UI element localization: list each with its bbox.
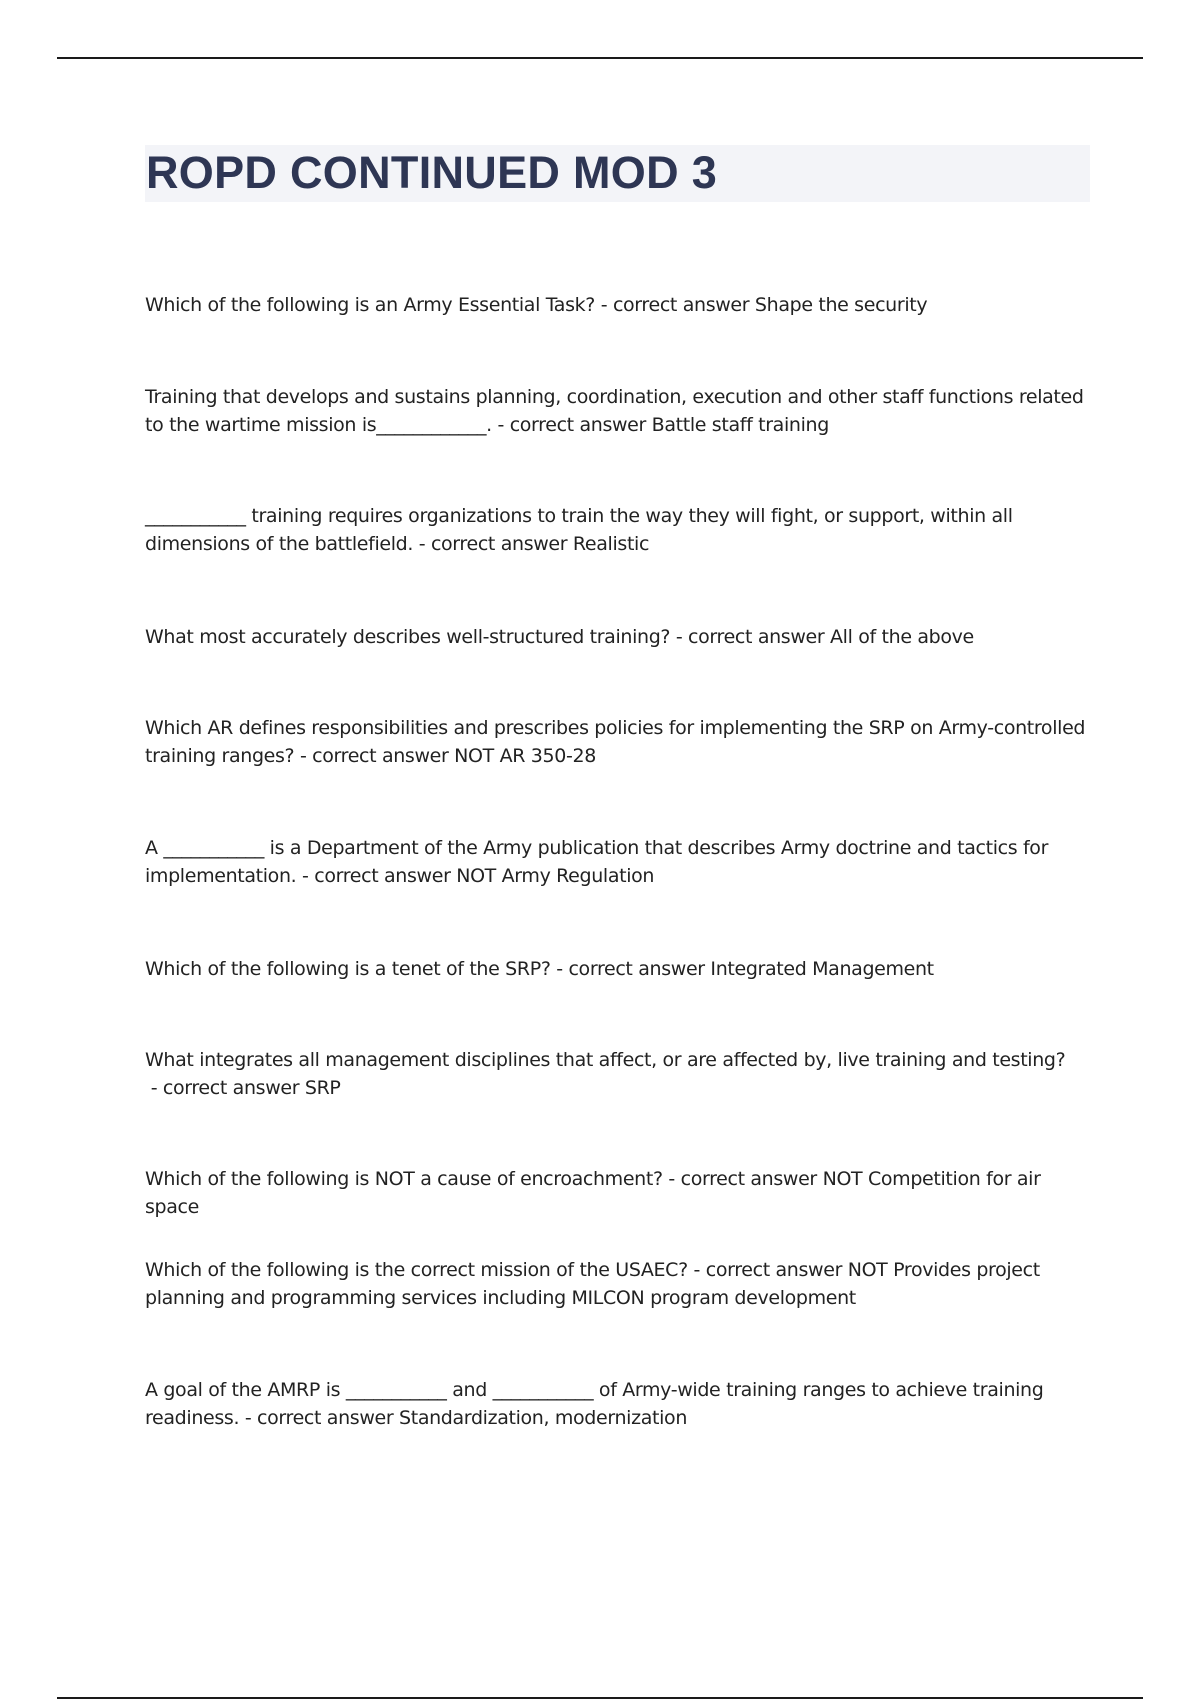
answer-text: correct answer Integrated Management	[568, 958, 934, 980]
qa-item-5	[145, 714, 1090, 770]
qa-item-2	[145, 383, 1090, 439]
question-text: What most accurately describes well-structured training?	[145, 626, 671, 648]
qa-item-10	[145, 1256, 1090, 1312]
separator: -	[239, 1407, 258, 1429]
separator: -	[670, 626, 689, 648]
qa-item-7	[145, 955, 1090, 983]
answer-text: correct answer SRP	[162, 1077, 341, 1099]
qa-item-3	[145, 502, 1090, 558]
qa-item-11	[145, 1376, 1090, 1432]
separator: -	[687, 1259, 706, 1281]
question-text: Which of the following is the correct mission of the USAEC?	[145, 1259, 688, 1281]
separator: -	[662, 1168, 681, 1190]
separator: -	[145, 1077, 163, 1099]
answer-text: correct answer NOT Competition for air space	[145, 1168, 1041, 1218]
separator: -	[595, 294, 613, 316]
answer-text: correct answer Realistic	[430, 533, 650, 555]
question-text: Which of the following is an Army Essential Task?	[145, 294, 596, 316]
question-text: A ___________ is a Department of the Army publication that describes Army doctrine and tactics for implementation.	[145, 837, 1049, 887]
question-text: Training that develops and sustains planning, coordination, execution and other staff functions related to the wartime mission is____________.	[145, 386, 1084, 436]
answer-text: correct answer NOT Provides project planning and programming services including MILCON program development	[145, 1259, 1040, 1309]
answer-text: correct answer NOT Army Regulation	[314, 865, 655, 887]
top-rule	[57, 57, 1143, 59]
question-text: ___________ training requires organizations to train the way they will fight, or support, within all dimensions of the battlefield.	[145, 505, 1013, 555]
answer-text: correct answer Standardization, modernization	[257, 1407, 688, 1429]
question-text: Which of the following is NOT a cause of encroachment?	[145, 1168, 663, 1190]
question-text: A goal of the AMRP is ___________ and ___________ of Army-wide training ranges to achieve training readiness.	[145, 1379, 1044, 1429]
question-text: What integrates all management disciplines that affect, or are affected by, live training and testing?	[145, 1049, 1066, 1071]
qa-item-1	[145, 291, 1090, 319]
separator: -	[491, 414, 510, 436]
qa-item-9	[145, 1165, 1090, 1221]
bottom-rule	[57, 1697, 1143, 1699]
answer-text: correct answer Battle staff training	[509, 414, 829, 436]
answer-text: correct answer All of the above	[688, 626, 974, 648]
separator: -	[294, 745, 313, 767]
qa-item-8	[145, 1046, 1090, 1102]
separator: -	[413, 533, 431, 555]
question-text: Which of the following is a tenet of the SRP?	[145, 958, 551, 980]
question-text: Which AR defines responsibilities and prescribes policies for implementing the SRP on Army-controlled training ranges?	[145, 717, 1086, 767]
qa-item-6	[145, 834, 1090, 890]
separator: -	[296, 865, 315, 887]
answer-text: correct answer NOT AR 350-28	[312, 745, 596, 767]
qa-item-4	[145, 623, 1090, 651]
document-title: ROPD CONTINUED MOD 3	[146, 147, 718, 198]
answer-text: correct answer Shape the security	[612, 294, 928, 316]
separator: -	[550, 958, 569, 980]
